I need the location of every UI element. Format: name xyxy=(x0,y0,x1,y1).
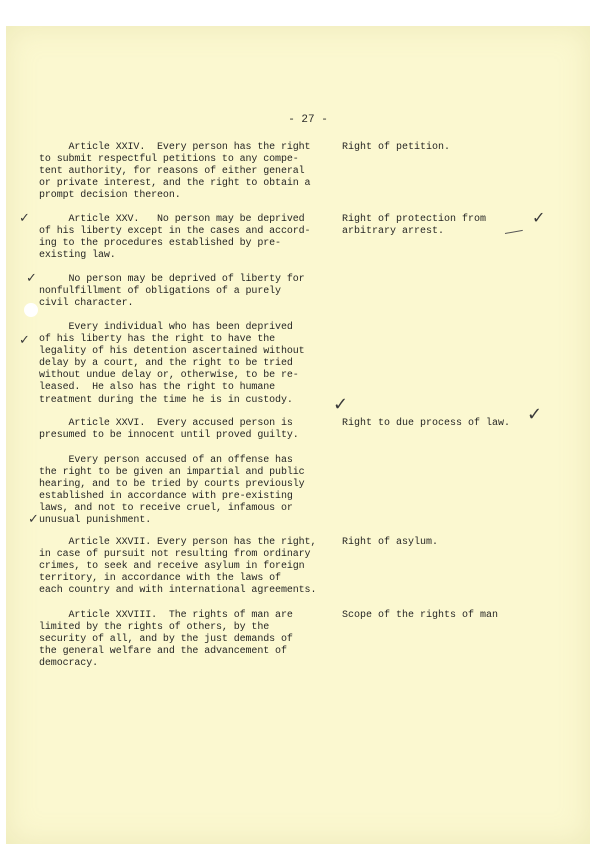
text-line: Every person accused of an offense has xyxy=(39,455,293,466)
handwritten-check-icon: ✓ xyxy=(19,333,30,348)
article-xxiv-paragraph xyxy=(39,142,325,202)
text-line: hearing, and to be tried by courts previously xyxy=(39,479,305,491)
text-line: unusual punishment. xyxy=(39,515,152,527)
text-line: in case of pursuit not resulting from ordinary xyxy=(39,549,311,561)
margin-note-asylum xyxy=(342,537,562,549)
text-line: Every individual who has been deprived xyxy=(39,322,293,333)
text-line: limited by the rights of others, by the xyxy=(39,622,270,634)
article-xxv-paragraph xyxy=(39,214,325,262)
article-xxvi-paragraph xyxy=(39,418,325,442)
text-line: treatment during the time he is in custody. xyxy=(39,394,293,406)
text-line: Article XXVI. Every accused person is xyxy=(39,418,293,429)
margin-note-line: arbitrary arrest. xyxy=(342,226,445,238)
margin-note-scope xyxy=(342,610,562,622)
text-line: Article XXV. No person may be deprived xyxy=(39,214,305,225)
handwritten-check-icon: ✓ xyxy=(527,404,543,425)
text-line: established in accordance with pre-existing xyxy=(39,491,293,503)
accused-rights-paragraph xyxy=(39,455,325,528)
margin-note-line: Right of protection from xyxy=(342,214,487,225)
text-line: Article XXVIII. The rights of man are xyxy=(39,610,293,621)
text-line: nonfulfillment of obligations of a purely xyxy=(39,286,281,298)
text-line: existing law. xyxy=(39,250,116,262)
margin-note-line: Scope of the rights of man xyxy=(342,610,499,621)
text-line: legality of his detention ascertained without xyxy=(39,346,305,358)
handwritten-check-icon: ✓ xyxy=(28,512,39,527)
page-number: - 27 - xyxy=(288,114,328,126)
text-line: crimes, to seek and receive asylum in foreign xyxy=(39,561,305,573)
text-line: No person may be deprived of liberty for xyxy=(39,274,305,285)
text-line: of his liberty has the right to have the xyxy=(39,334,276,346)
text-line: Article XXIV. Every person has the right xyxy=(39,142,311,153)
handwritten-check-icon: ✓ xyxy=(333,394,349,415)
text-line: the right to be given an impartial and public xyxy=(39,467,305,479)
text-line: democracy. xyxy=(39,658,99,670)
margin-note-line: Right of asylum. xyxy=(342,537,439,548)
margin-note-line: Right to due process of law. xyxy=(342,418,511,429)
margin-note-arbitrary-arrest xyxy=(342,214,562,238)
punch-hole xyxy=(24,303,38,317)
text-line: without undue delay or, otherwise, to be re- xyxy=(39,370,299,382)
margin-note-petition xyxy=(342,142,562,154)
text-line: to submit respectful petitions to any compe- xyxy=(39,154,299,166)
detention-paragraph xyxy=(39,322,325,407)
article-xxviii-paragraph xyxy=(39,610,325,670)
text-line: the general welfare and the advancement of xyxy=(39,646,287,658)
text-line: each country and with international agreements. xyxy=(39,585,317,597)
civil-obligations-paragraph xyxy=(39,274,325,310)
handwritten-check-icon: ✓ xyxy=(26,271,37,286)
text-line: prompt decision thereon. xyxy=(39,190,181,202)
article-xxvii-paragraph xyxy=(39,537,325,597)
text-line: ing to the procedures established by pre- xyxy=(39,238,281,250)
text-line: leased. He also has the right to humane xyxy=(39,382,276,394)
margin-note-line: Right of petition. xyxy=(342,142,451,153)
text-line: or private interest, and the right to obtain a xyxy=(39,178,311,190)
handwritten-check-icon: ✓ xyxy=(532,208,546,227)
text-line: presumed to be innocent until proved guilty. xyxy=(39,430,299,442)
handwritten-check-icon: ✓ xyxy=(19,211,30,226)
text-line: territory, in accordance with the laws of xyxy=(39,573,281,585)
text-line: tent authority, for reasons of either general xyxy=(39,166,305,178)
text-line: Article XXVII. Every person has the right, xyxy=(39,537,317,548)
text-line: of his liberty except in the cases and accord- xyxy=(39,226,311,238)
text-line: laws, and not to receive cruel, infamous or xyxy=(39,503,293,515)
text-line: civil character. xyxy=(39,298,134,310)
text-line: delay by a court, and the right to be tried xyxy=(39,358,293,370)
text-line: security of all, and by the just demands of xyxy=(39,634,293,646)
